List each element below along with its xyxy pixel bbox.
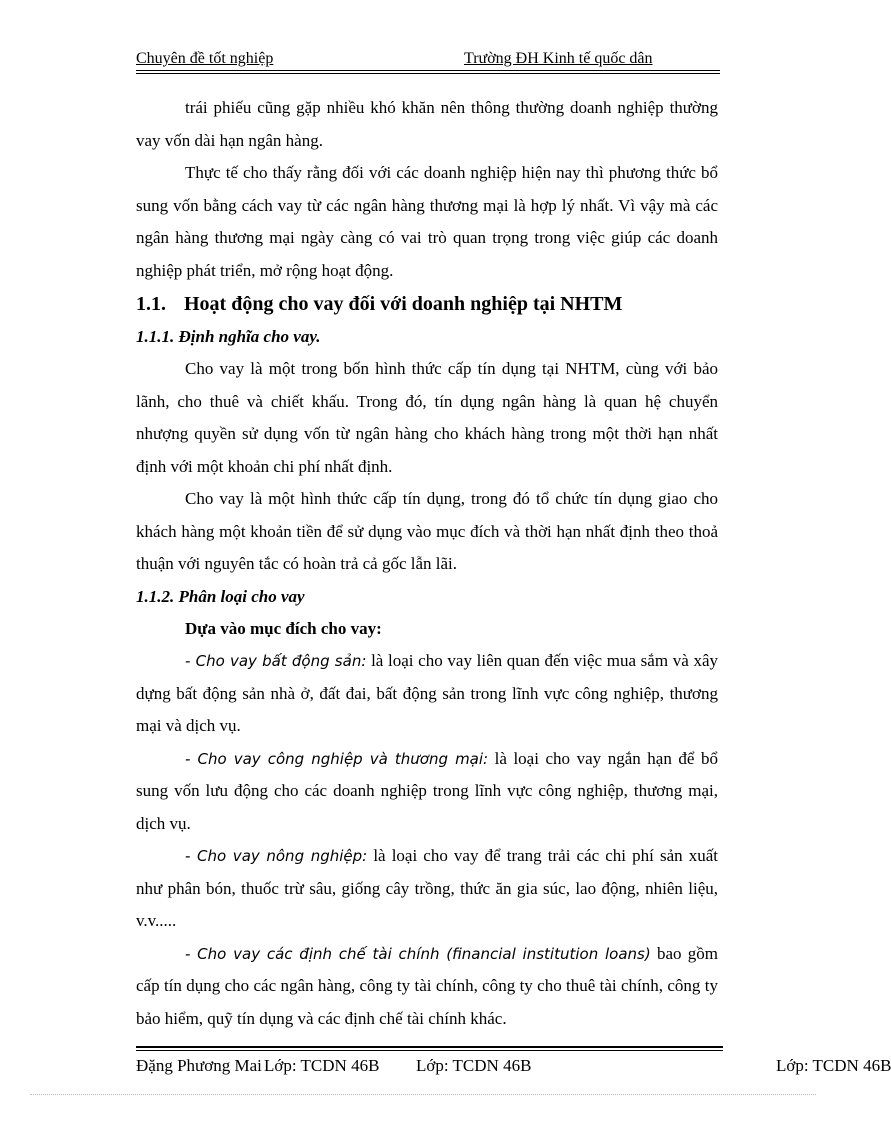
paragraph: Thực tế cho thấy rằng đối với các doanh nghiệp hiện nay thì phương thức bổ sung vốn bằng cách vay từ các ngân hàng thương mại là hợp lý nhất. Vì vậy mà các ngân hàng thương mại ngày càng có vai trò quan trọng trong việc giúp các doanh nghiệp phát triển, mở rộng hoạt động. <box>136 163 718 280</box>
bullet-term: - Cho vay nông nghiệp: <box>185 847 368 865</box>
bullet-text: là loại cho vay để trang trải các chi phí sản xuất như phân bón, thuốc trừ sâu, giống cây trồng, thức ăn gia súc, lao động, nhiên liệu, v.v..... <box>136 846 718 930</box>
footer-rule-thin <box>136 1050 723 1051</box>
footer-class: Lớp: TCDN 46B <box>264 1056 380 1075</box>
header-rule <box>136 70 720 71</box>
footer-rule <box>136 1046 723 1048</box>
footer-class-overlap: Lớp: TCDN 46B <box>416 1056 532 1075</box>
bullet-item <box>136 645 718 743</box>
header-left-title: Chuyên đề tốt nghiệp <box>136 50 274 67</box>
bullet-item <box>136 938 718 1036</box>
header-right-title: Trường ĐH Kinh tế quốc dân <box>464 50 653 67</box>
footer-class-right: Lớp: TCDN 46B <box>776 1056 891 1075</box>
bullet-text: bao gồm cấp tín dụng cho các ngân hàng, công ty tài chính, công ty cho thuê tài chính, công ty bảo hiểm, quỹ tín dụng và các định chế tài chính khác. <box>136 943 718 1028</box>
bullet-text: là loại cho vay liên quan đến việc mua sắm và xây dựng bất động sản nhà ở, đất đai, bất động sản trong lĩnh vực công nghiệp, thương mại và dịch vụ. <box>136 651 718 735</box>
paragraph: Cho vay là một trong bốn hình thức cấp tín dụng tại NHTM, cùng với bảo lãnh, cho thuê và chiết khấu. Trong đó, tín dụng ngân hàng là quan hệ chuyển nhượng quyền sử dụng vốn từ ngân hàng cho khách hàng trong một thời hạn nhất định với một khoản chi phí nhất định. <box>136 359 718 476</box>
bullet-term: - Cho vay các định chế tài chính (financial institution loans) <box>185 944 651 963</box>
bullet-term: - Cho vay công nghiệp và thương mại: <box>185 749 489 768</box>
paragraph: Cho vay là một hình thức cấp tín dụng, trong đó tổ chức tín dụng giao cho khách hàng một khoản tiền để sử dụng vào mục đích và thời hạn nhất định theo thoả thuận với nguyên tắc có hoàn trả cả gốc lẫn lãi. <box>136 489 718 573</box>
footer-author: Đặng Phương Mai <box>136 1056 262 1075</box>
header-rule-double <box>136 73 720 74</box>
page-header <box>136 50 720 72</box>
document-body <box>136 92 718 1035</box>
subsection-heading: 1.1.1. Định nghĩa cho vay. <box>136 327 321 346</box>
section-number: 1.1. <box>136 293 166 315</box>
bullet-term: - Cho vay bất động sản: <box>185 652 367 670</box>
section-heading <box>136 287 718 321</box>
subsection-heading: 1.1.2. Phân loại cho vay <box>136 586 305 606</box>
page-footer <box>136 1046 891 1076</box>
section-title: Hoạt động cho vay đối với doanh nghiệp tại NHTM <box>184 293 623 315</box>
subheading: Dựa vào mục đích cho vay: <box>185 618 382 638</box>
page-edge-divider <box>30 1094 816 1095</box>
paragraph: trái phiếu cũng gặp nhiều khó khăn nên thông thường doanh nghiệp thường vay vốn dài hạn ngân hàng. <box>136 98 718 150</box>
bullet-text: là loại cho vay ngắn hạn để bổ sung vốn lưu động cho các doanh nghiệp trong lĩnh vực công nghiệp, thương mại, dịch vụ. <box>136 748 718 833</box>
bullet-item <box>136 743 718 841</box>
bullet-item <box>136 840 718 938</box>
